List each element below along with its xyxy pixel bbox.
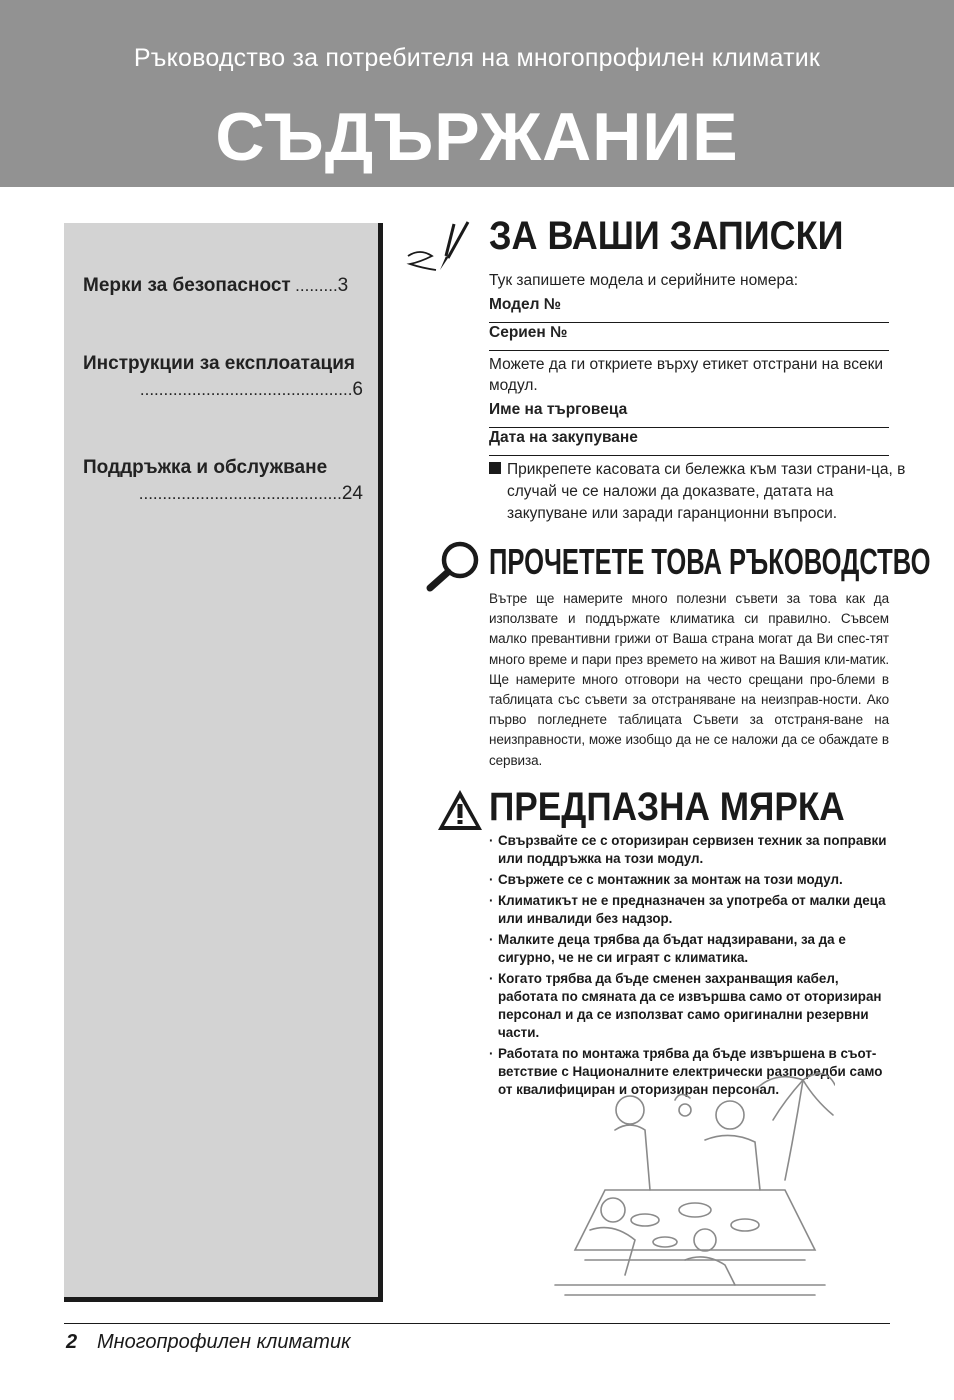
toc-item-title: Мерки за безопасност [83,275,291,296]
serial-number-field[interactable] [489,324,889,351]
notes-heading: ЗА ВАШИ ЗАПИСКИ [489,214,844,258]
serial-number-label: Сериен № [489,324,568,341]
purchase-date-label: Дата на закупуване [489,429,638,446]
toc-item-page: 6 [352,379,363,400]
model-number-field[interactable] [489,296,889,323]
purchase-date-field[interactable] [489,429,889,456]
caution-heading: ПРЕДПАЗНА МЯРКА [489,785,845,829]
caution-item: · Когато трябва да бъде сменен захранващия кабел, работата по смяната да се извършва само от оторизиран персонал и да се използват само оригинални резервни части. [489,970,889,1042]
toc-item-safety[interactable] [83,275,363,297]
model-number-label: Модел № [489,296,562,313]
page-header [0,0,954,187]
toc-item-leader [83,379,363,401]
table-of-contents [64,223,383,1302]
toc-item-dots: ......... [295,276,338,295]
caution-item: · Свързвайте се с оторизиран сервизен техник за поправки или поддръжка на този модул. [489,832,889,868]
toc-item-maintenance[interactable] [83,457,363,505]
bullet-square-icon [489,462,501,474]
page-number: 2 [66,1331,78,1353]
toc-item-leader [83,483,363,505]
footer-divider [64,1323,890,1324]
pen-icon [406,218,478,278]
receipt-note: Прикрепете касовата си бележка към тази страни-ца, в случай че се наложи да доказвате, датата на закупуване или заради гаранционни въпроси. [489,459,907,525]
toc-item-page: 3 [337,275,349,296]
caution-item: · Малките деца трябва да бъдат надзиравани, за да е сигурно, че не си играят с климатика. [489,931,889,967]
notes-intro: Тук запишете модела и серийните номера: [489,272,799,289]
caution-item: · Климатикът не е предназначен за употреба от малки деца или инвалиди без надзор. [489,892,889,928]
dealer-name-label: Име на търговеца [489,401,628,418]
dealer-name-field[interactable] [489,401,889,428]
toc-item-title: Инструкции за експлоатация [83,353,355,374]
picnic-illustration [545,1060,835,1305]
toc-item-dots: ............................................. [139,380,353,399]
magnifier-icon [424,540,484,594]
toc-item-operation[interactable] [83,353,363,401]
label-location-text: Можете да ги откриете върху етикет отстрани на всеки модул. [489,356,884,394]
toc-item-dots: ........................................... [138,484,342,503]
page-title: СЪДЪРЖАНИЕ [215,99,739,175]
read-manual-text: Вътре ще намерите много полезни съвети за това как да използвате и поддържате климатика си правилно. Съвсем малко превантивни грижи от Ваша страна могат да Ви спес-тят много време и пари през времето на живот на Вашия кли-матик. Ще намерите много отговори на често срещани про-блеми в таблицата със съвети за отстраняване на неизправ-ности. Ако първо погледнете таблицата Съвети за отстраня-ване на неизправности, може изобщо да не се наложи да се обаждате в сервиза. [489,591,889,768]
toc-item-page: 24 [341,483,363,504]
read-manual-heading: ПРОЧЕТЕТЕ ТОВА РЪКОВОДСТВО [489,541,931,582]
caution-item: · Работата по монтажа трябва да бъде извършена в съот-ветствие с Националните електрически разпоредби само от квалифициран и оторизиран персонал. [489,1045,889,1099]
toc-item-title: Поддръжка и обслужване [83,457,328,478]
caution-item: · Свържете се с монтажник за монтаж на този модул. [489,871,889,889]
warning-icon [436,788,484,832]
footer-title: Многопрофилен климатик [97,1331,351,1353]
manual-subtitle: Ръководство за потребителя на многопрофилен климатик [133,44,821,72]
